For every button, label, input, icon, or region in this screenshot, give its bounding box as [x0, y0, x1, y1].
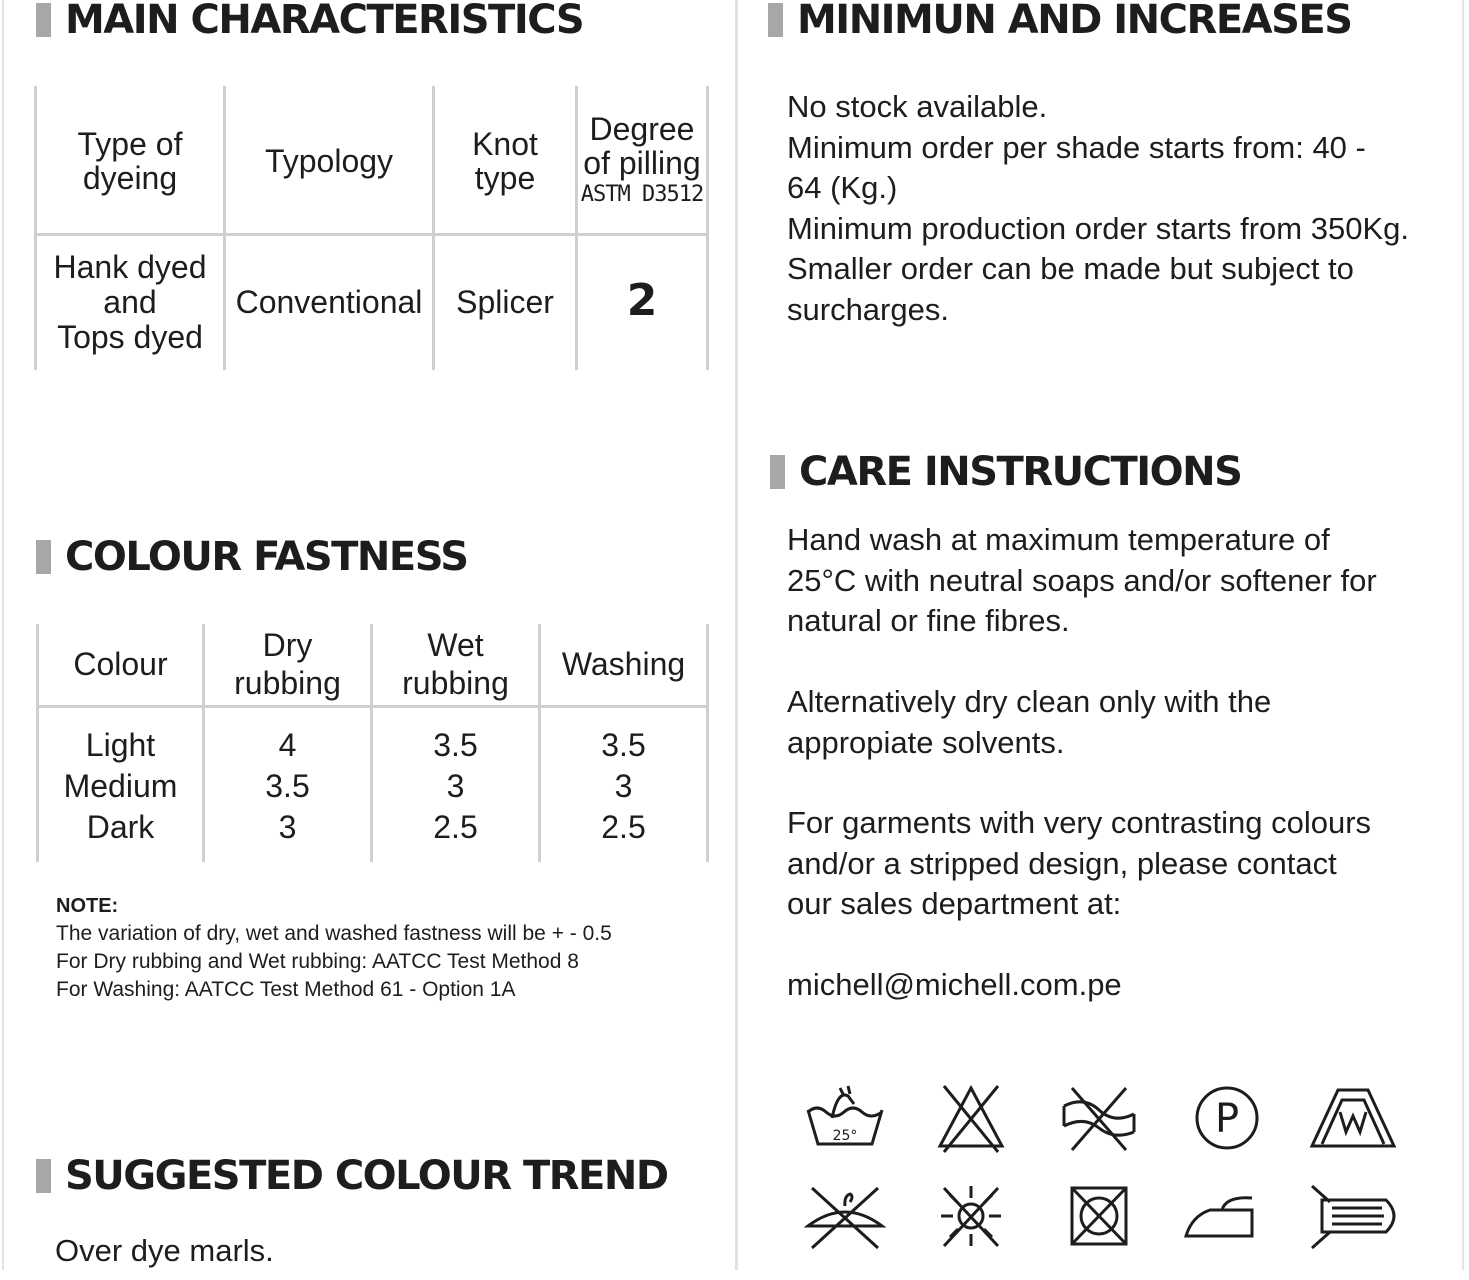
colour-fastness-heading	[36, 532, 468, 582]
heading-text: MINIMUN AND INCREASES	[797, 0, 1352, 43]
main-characteristics-table	[34, 86, 709, 370]
do-not-bleach-icon	[926, 1082, 1016, 1154]
hand-wash-icon	[800, 1082, 890, 1154]
main-characteristics-heading	[36, 0, 583, 45]
note-line: For Dry rubbing and Wet rubbing: AATCC Test Method 8	[56, 950, 579, 973]
header-type-of-dyeing: Type of dyeing	[36, 86, 225, 234]
header-typology: Typology	[225, 86, 434, 234]
dry-clean-p-icon	[1182, 1082, 1272, 1154]
header-degree-of-pilling: Degree of pilling ASTM D3512	[577, 86, 708, 234]
care-paragraph-3: For garments with very contrasting colours and/or a stripped design, please contact our sales department at:	[787, 805, 1372, 921]
heading-bar	[36, 1159, 51, 1193]
header-washing: Washing	[540, 624, 708, 706]
heading-bar	[36, 3, 51, 37]
do-not-dry-in-sun-icon	[926, 1180, 1016, 1252]
heading-text: COLOUR FASTNESS	[65, 534, 468, 580]
page-border-left	[2, 0, 4, 1270]
care-symbols	[800, 1082, 1410, 1252]
value-type-of-dyeing: Hank dyed and Tops dyed	[36, 234, 225, 370]
svg-text:P: P	[1214, 1096, 1240, 1142]
dry-in-shade-icon	[1308, 1180, 1398, 1252]
svg-text:25°: 25°	[832, 1128, 858, 1144]
note-line: The variation of dry, wet and washed fastness will be + - 0.5	[56, 922, 612, 945]
heading-text: CARE INSTRUCTIONS	[799, 449, 1242, 495]
header-knot-type: Knot type	[434, 86, 577, 234]
note-title: NOTE:	[56, 895, 119, 917]
note-line: For Washing: AATCC Test Method 61 - Option 1A	[56, 978, 516, 1001]
header-colour: Colour	[38, 624, 204, 706]
column-washing-values: 3.5 3 2.5	[540, 706, 708, 862]
care-paragraph-2: Alternatively dry clean only with the appropiate solvents.	[787, 684, 1272, 760]
header-dry-rubbing: Dry rubbing	[204, 624, 372, 706]
minimum-text: No stock available. Minimum order per shade starts from: 40 - 64 (Kg.) Minimum production order starts from 350Kg. Smaller order can be made but subject to surcharges.	[787, 89, 1409, 327]
do-not-wring-icon	[1054, 1082, 1144, 1154]
care-paragraph-1: Hand wash at maximum temperature of 25°C with neutral soaps and/or softener for natural or fine fibres.	[787, 522, 1377, 638]
suggested-trend-text: Over dye marls.	[55, 1233, 274, 1268]
colour-fastness-table	[36, 624, 709, 862]
do-not-hang-dry-icon	[800, 1180, 890, 1252]
dry-flat-icon	[1308, 1082, 1398, 1154]
header-wet-rubbing: Wet rubbing	[372, 624, 540, 706]
heading-bar	[36, 540, 51, 574]
heading-text: MAIN CHARACTERISTICS	[65, 0, 584, 43]
suggested-trend-heading	[36, 1151, 668, 1201]
heading-text: SUGGESTED COLOUR TREND	[65, 1153, 668, 1199]
page-border-right	[1462, 0, 1464, 1270]
column-colour-values: Light Medium Dark	[38, 706, 204, 862]
value-typology: Conventional	[225, 234, 434, 370]
column-dry-values: 4 3.5 3	[204, 706, 372, 862]
fastness-note	[56, 892, 726, 1004]
contact-email[interactable]: michell@michell.com.pe	[787, 967, 1122, 1002]
heading-bar	[770, 455, 785, 489]
value-knot-type: Splicer	[434, 234, 577, 370]
do-not-tumble-dry-icon	[1054, 1180, 1144, 1252]
column-wet-values: 3.5 3 2.5	[372, 706, 540, 862]
minimum-increases-heading	[768, 0, 1352, 45]
iron-low-icon	[1182, 1180, 1272, 1252]
care-instructions-heading	[770, 447, 1241, 497]
column-divider	[735, 0, 738, 1270]
heading-bar	[768, 3, 783, 37]
value-pilling: 2	[577, 234, 708, 370]
pilling-standard: ASTM D3512	[580, 182, 704, 208]
